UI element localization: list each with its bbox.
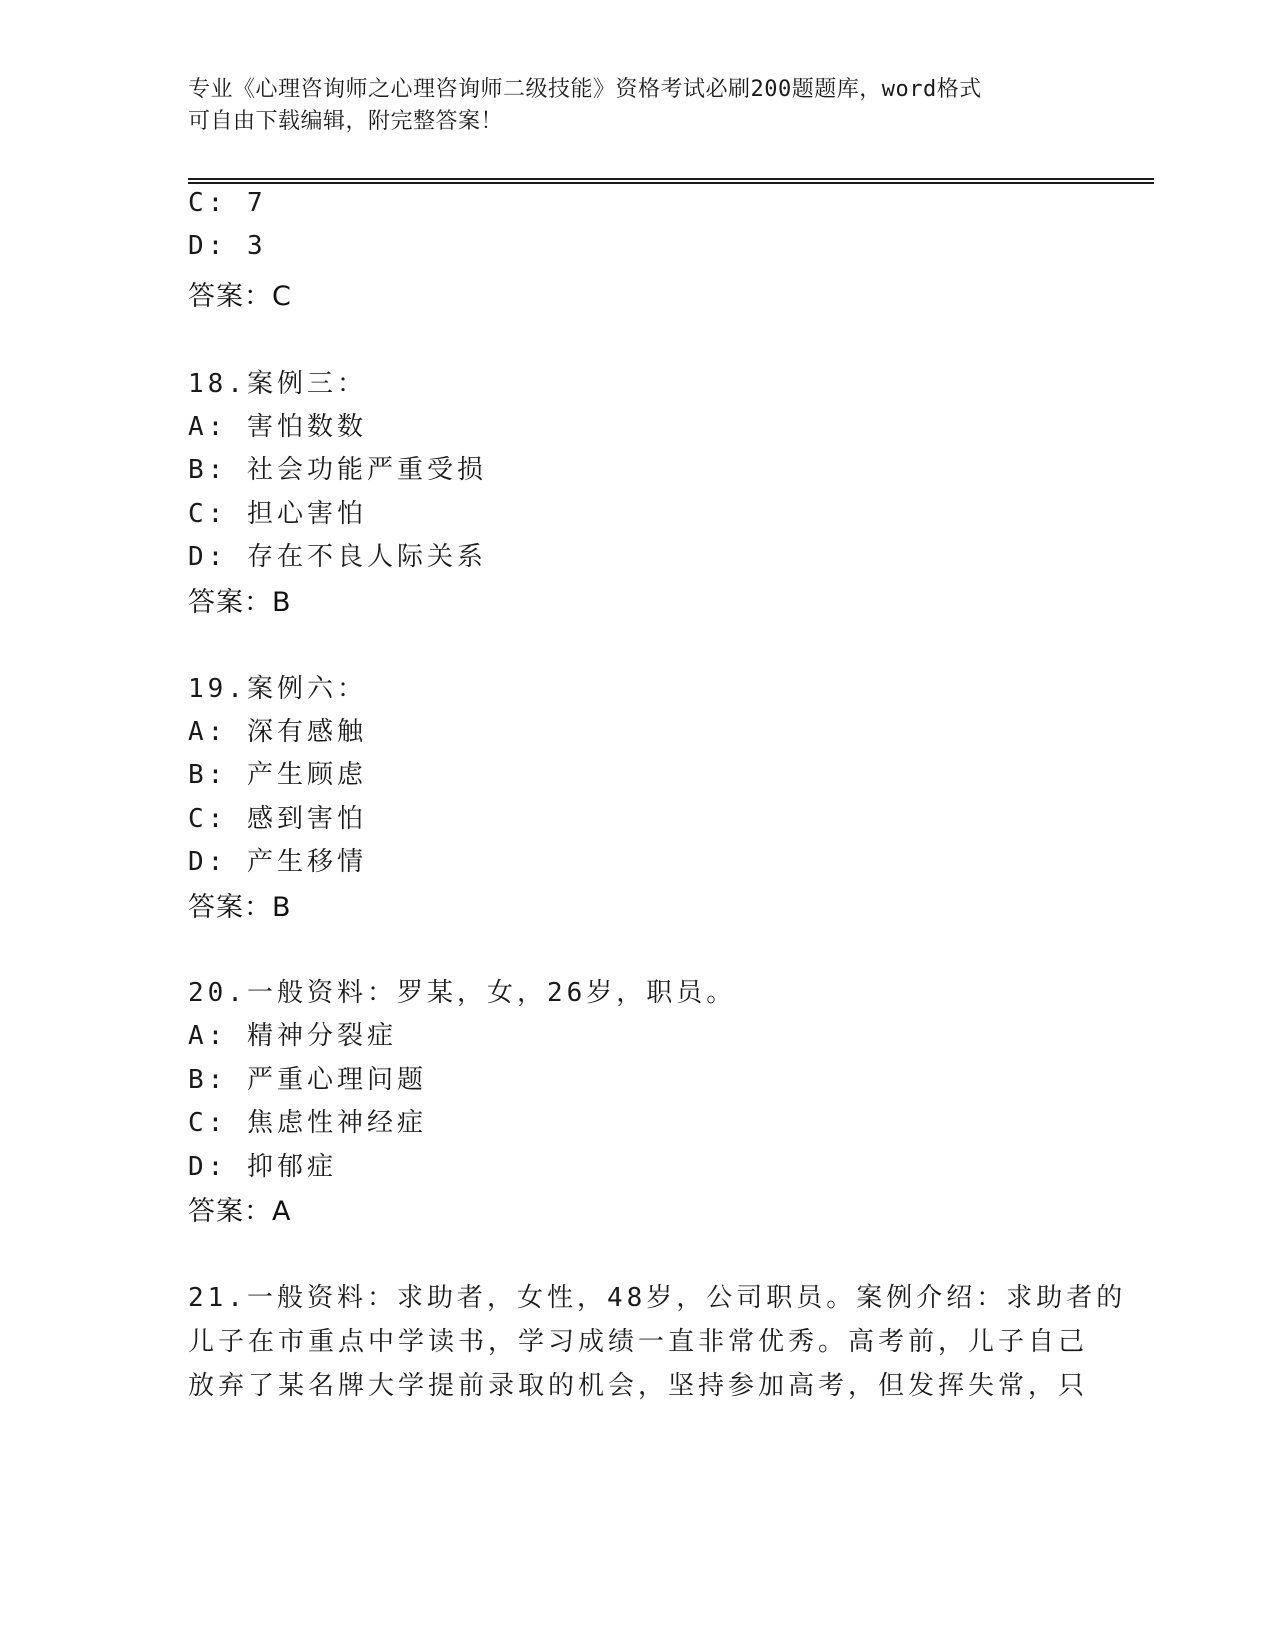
q18-answer: 答案：B — [188, 587, 292, 618]
q21-question-line-3: 放弃了某名牌大学提前录取的机会，坚持参加高考，但发挥失常，只 — [188, 1371, 1089, 1401]
header-rule-bottom — [188, 182, 1154, 184]
q17-option-c: C: 7 — [188, 188, 267, 218]
q19-answer: 答案：B — [188, 892, 292, 923]
document-header — [188, 74, 1088, 138]
q18-option-b: B: 社会功能严重受损 — [188, 455, 487, 485]
header-rule-top — [188, 178, 1154, 180]
q19-option-b: B: 产生顾虑 — [188, 760, 367, 790]
q19-question: 19.案例六： — [188, 674, 367, 704]
q21-question-line-2: 儿子在市重点中学读书，学习成绩一直非常优秀。高考前，儿子自己 — [188, 1327, 1089, 1357]
q18-option-c: C: 担心害怕 — [188, 499, 367, 529]
q19-option-d: D: 产生移情 — [188, 847, 367, 877]
q20-question: 20.一般资料：罗某，女，26岁，职员。 — [188, 978, 737, 1008]
q17-option-d: D: 3 — [188, 231, 267, 261]
q20-answer: 答案：A — [188, 1196, 292, 1227]
header-line-2: 可自由下载编辑，附完整答案！ — [188, 109, 504, 134]
q18-option-d: D: 存在不良人际关系 — [188, 542, 487, 572]
q18-question: 18.案例三： — [188, 369, 367, 399]
q17-answer: 答案：C — [188, 281, 292, 312]
q20-option-d: D: 抑郁症 — [188, 1152, 337, 1182]
q19-option-c: C: 感到害怕 — [188, 804, 367, 834]
q20-option-a: A: 精神分裂症 — [188, 1021, 397, 1051]
q21-question-line-1: 21.一般资料：求助者，女性，48岁，公司职员。案例介绍：求助者的 — [188, 1283, 1127, 1313]
q20-option-c: C: 焦虑性神经症 — [188, 1108, 427, 1138]
header-line-1: 专业《心理咨询师之心理咨询师二级技能》资格考试必刷200题题库，word格式 — [188, 77, 982, 102]
q18-option-a: A: 害怕数数 — [188, 412, 367, 442]
q20-option-b: B: 严重心理问题 — [188, 1065, 427, 1095]
q19-option-a: A: 深有感触 — [188, 717, 367, 747]
